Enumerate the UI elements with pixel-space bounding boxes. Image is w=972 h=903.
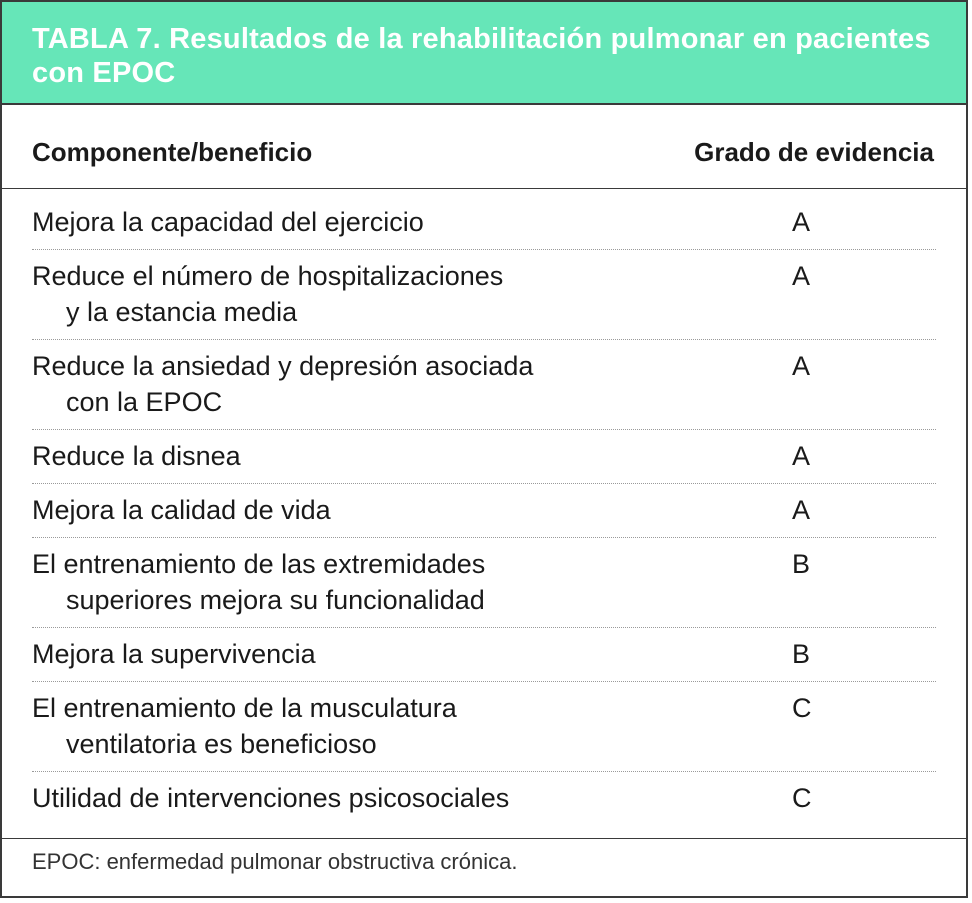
- benefit-text-line1: Reduce la ansiedad y depresión asociada: [32, 351, 534, 381]
- table-body: [2, 196, 966, 825]
- grade-cell: A: [792, 261, 811, 291]
- benefit-text-line2: con la EPOC: [66, 387, 223, 417]
- benefit-text-line1: Mejora la capacidad del ejercicio: [32, 207, 424, 237]
- benefit-cell: [32, 250, 672, 339]
- table-footnote: [2, 838, 966, 896]
- benefit-text-line2: y la estancia media: [66, 297, 298, 327]
- table-row: [32, 430, 936, 484]
- benefit-text-line1: Utilidad de intervenciones psicosociales: [32, 783, 510, 813]
- grade-cell: C: [792, 783, 812, 813]
- benefit-cell: [32, 340, 672, 429]
- table-row: [32, 484, 936, 538]
- table-row: [32, 682, 936, 772]
- benefit-cell: [32, 484, 672, 537]
- benefit-text-line2: superiores mejora su funcionalidad: [66, 585, 485, 615]
- table-row: [32, 538, 936, 628]
- benefit-text-line1: Mejora la calidad de vida: [32, 495, 331, 525]
- benefit-text-line2: ventilatoria es beneficioso: [66, 729, 377, 759]
- column-header-component: Componente/beneficio: [32, 137, 313, 167]
- footnote-text: EPOC: enfermedad pulmonar obstructiva crónica.: [32, 849, 518, 874]
- table-header-row: [2, 112, 966, 189]
- grade-cell: B: [792, 639, 811, 669]
- benefit-text-line1: Reduce el número de hospitalizaciones: [32, 261, 504, 291]
- benefit-text-line1: El entrenamiento de las extremidades: [32, 549, 486, 579]
- table-row: [32, 772, 936, 825]
- grade-cell: A: [792, 495, 811, 525]
- table-row: [32, 628, 936, 682]
- grade-cell: B: [792, 549, 811, 579]
- benefit-cell: [32, 430, 672, 483]
- table-row: [32, 340, 936, 430]
- benefit-cell: [32, 772, 672, 825]
- benefit-cell: [32, 682, 672, 771]
- grade-cell: A: [792, 441, 811, 471]
- column-header-grade: Grado de evidencia: [694, 137, 934, 167]
- benefit-text-line1: Reduce la disnea: [32, 441, 241, 471]
- benefit-text-line1: El entrenamiento de la musculatura: [32, 693, 457, 723]
- table-title-line1: TABLA 7. Resultados de la rehabilitación pulmonar en pacientes: [32, 23, 931, 55]
- table-title-line2: con EPOC: [32, 57, 176, 89]
- benefit-cell: [32, 196, 672, 249]
- table-row: [32, 250, 936, 340]
- benefit-cell: [32, 628, 672, 681]
- benefit-cell: [32, 538, 672, 627]
- grade-cell: A: [792, 351, 811, 381]
- table-title: [32, 22, 952, 90]
- grade-cell: A: [792, 207, 811, 237]
- benefit-text-line1: Mejora la supervivencia: [32, 639, 316, 669]
- table-title-bar: [2, 2, 966, 105]
- table-row: [32, 196, 936, 250]
- grade-cell: C: [792, 693, 812, 723]
